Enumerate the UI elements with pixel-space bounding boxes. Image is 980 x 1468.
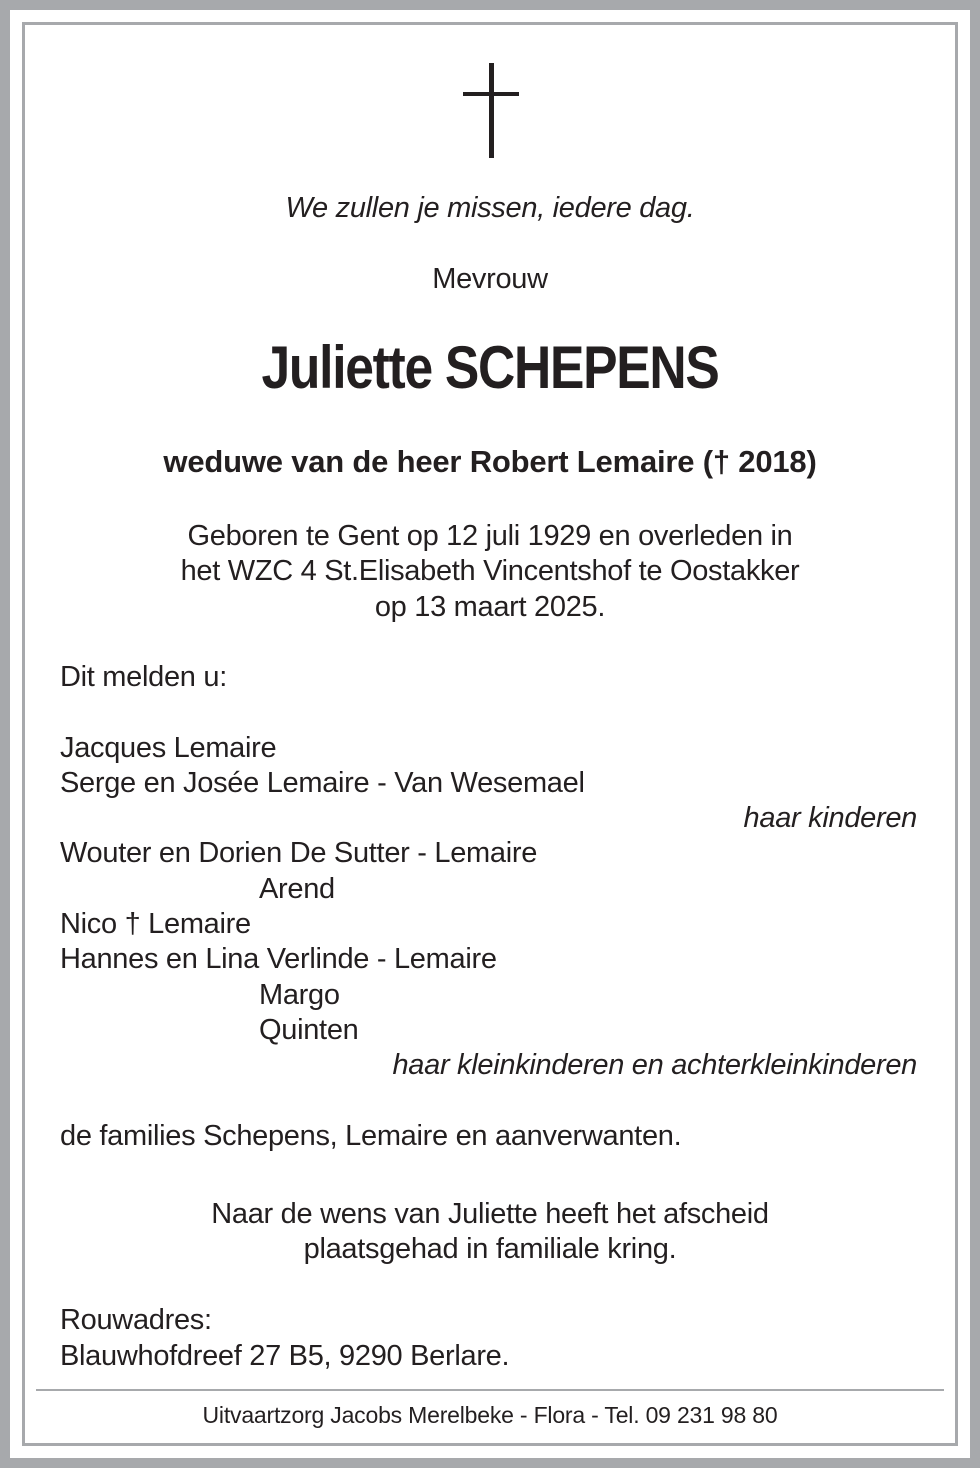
great-grandchild-arend: Arend <box>259 873 335 905</box>
cross-icon <box>463 63 519 159</box>
funeral-home-footer: Uitvaartzorg Jacobs Merelbeke - Flora - Tel. 09 231 98 80 <box>202 1402 778 1428</box>
grandchildren-label: haar kleinkinderen en achterkleinkinderen <box>392 1049 917 1081</box>
grandchild-family-3: Hannes en Lina Verlinde - Lemaire <box>60 943 497 975</box>
quote: We zullen je missen, iedere dag. <box>285 192 695 224</box>
child-1: Jacques Lemaire <box>60 732 277 764</box>
birth-death-line-1: Geboren te Gent op 12 juli 1929 en overleden in <box>187 520 793 552</box>
families: de families Schepens, Lemaire en aanverwanten. <box>60 1120 682 1152</box>
address: Blauwhofdreef 27 B5, 9290 Berlare. <box>60 1340 510 1372</box>
widow-of: weduwe van de heer Robert Lemaire († 2018) <box>163 444 817 479</box>
child-2: Serge en Josée Lemaire - Van Wesemael <box>60 767 585 799</box>
great-grandchild-quinten: Quinten <box>259 1014 359 1046</box>
intro: Dit melden u: <box>60 661 227 693</box>
title: Mevrouw <box>432 263 548 295</box>
farewell-line-2: plaatsgehad in familiale kring. <box>303 1233 677 1265</box>
address-label: Rouwadres: <box>60 1304 212 1336</box>
grandchild-2: Nico † Lemaire <box>60 908 251 940</box>
footer-divider <box>36 1389 944 1391</box>
deceased-name: Juliette SCHEPENS <box>261 334 719 401</box>
birth-death-line-2: het WZC 4 St.Elisabeth Vincentshof te Oostakker <box>180 555 800 587</box>
great-grandchild-margo: Margo <box>259 979 340 1011</box>
children-label: haar kinderen <box>743 802 917 834</box>
grandchild-family-1: Wouter en Dorien De Sutter - Lemaire <box>60 837 538 869</box>
farewell-line-1: Naar de wens van Juliette heeft het afscheid <box>211 1198 769 1230</box>
birth-death-line-3: op 13 maart 2025. <box>374 591 606 623</box>
